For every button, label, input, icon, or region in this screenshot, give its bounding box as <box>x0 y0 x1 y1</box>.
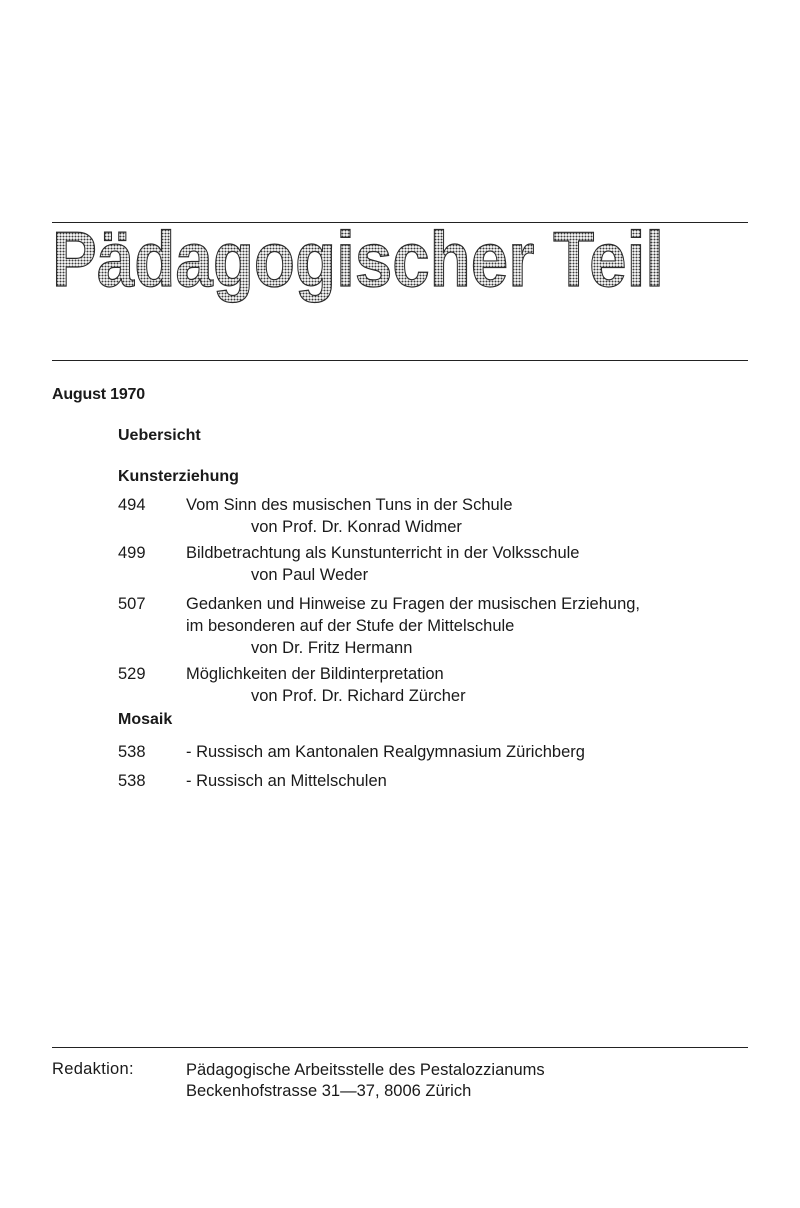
masthead <box>50 226 750 326</box>
entry-title: Bildbetrachtung als Kunstunterricht in der Volksschule <box>186 544 580 562</box>
footer-divider <box>52 1047 748 1048</box>
masthead-title: Pädagogischer Teil <box>52 226 664 303</box>
footer-line-publisher: Pädagogische Arbeitsstelle des Pestalozzianums <box>186 1061 545 1079</box>
toc-heading: Uebersicht <box>118 427 201 444</box>
section-title-kunsterziehung: Kunsterziehung <box>118 468 239 485</box>
section-title-mosaik: Mosaik <box>118 711 173 728</box>
issue-date: August 1970 <box>52 386 145 403</box>
page-number: 529 <box>118 665 146 683</box>
masthead-title-graphic <box>50 226 750 326</box>
entry-author: von Prof. Dr. Konrad Widmer <box>251 518 462 536</box>
entry-author: von Paul Weder <box>251 566 369 584</box>
entry-title: - Russisch am Kantonalen Realgymnasium Zürichberg <box>186 743 585 761</box>
page-number: 538 <box>118 772 146 790</box>
entry-title: - Russisch an Mittelschulen <box>186 772 387 790</box>
page-number: 494 <box>118 496 146 514</box>
entry-title: Gedanken und Hinweise zu Fragen der musischen Erziehung, <box>186 595 641 613</box>
top-divider <box>52 222 748 223</box>
page-number: 507 <box>118 595 146 613</box>
entry-author: von Dr. Fritz Hermann <box>251 639 413 657</box>
page-number: 499 <box>118 544 146 562</box>
page-number: 538 <box>118 743 146 761</box>
title-divider <box>52 360 748 361</box>
footer-address <box>186 1060 545 1102</box>
footer-line-address: Beckenhofstrasse 31—37, 8006 Zürich <box>186 1082 472 1100</box>
footer-label: Redaktion: <box>52 1060 134 1078</box>
entry-title: Vom Sinn des musischen Tuns in der Schule <box>186 496 513 514</box>
entry-title-continued: im besonderen auf der Stufe der Mittelschule <box>186 617 515 635</box>
entry-title: Möglichkeiten der Bildinterpretation <box>186 665 444 683</box>
entry-author: von Prof. Dr. Richard Zürcher <box>251 687 466 705</box>
